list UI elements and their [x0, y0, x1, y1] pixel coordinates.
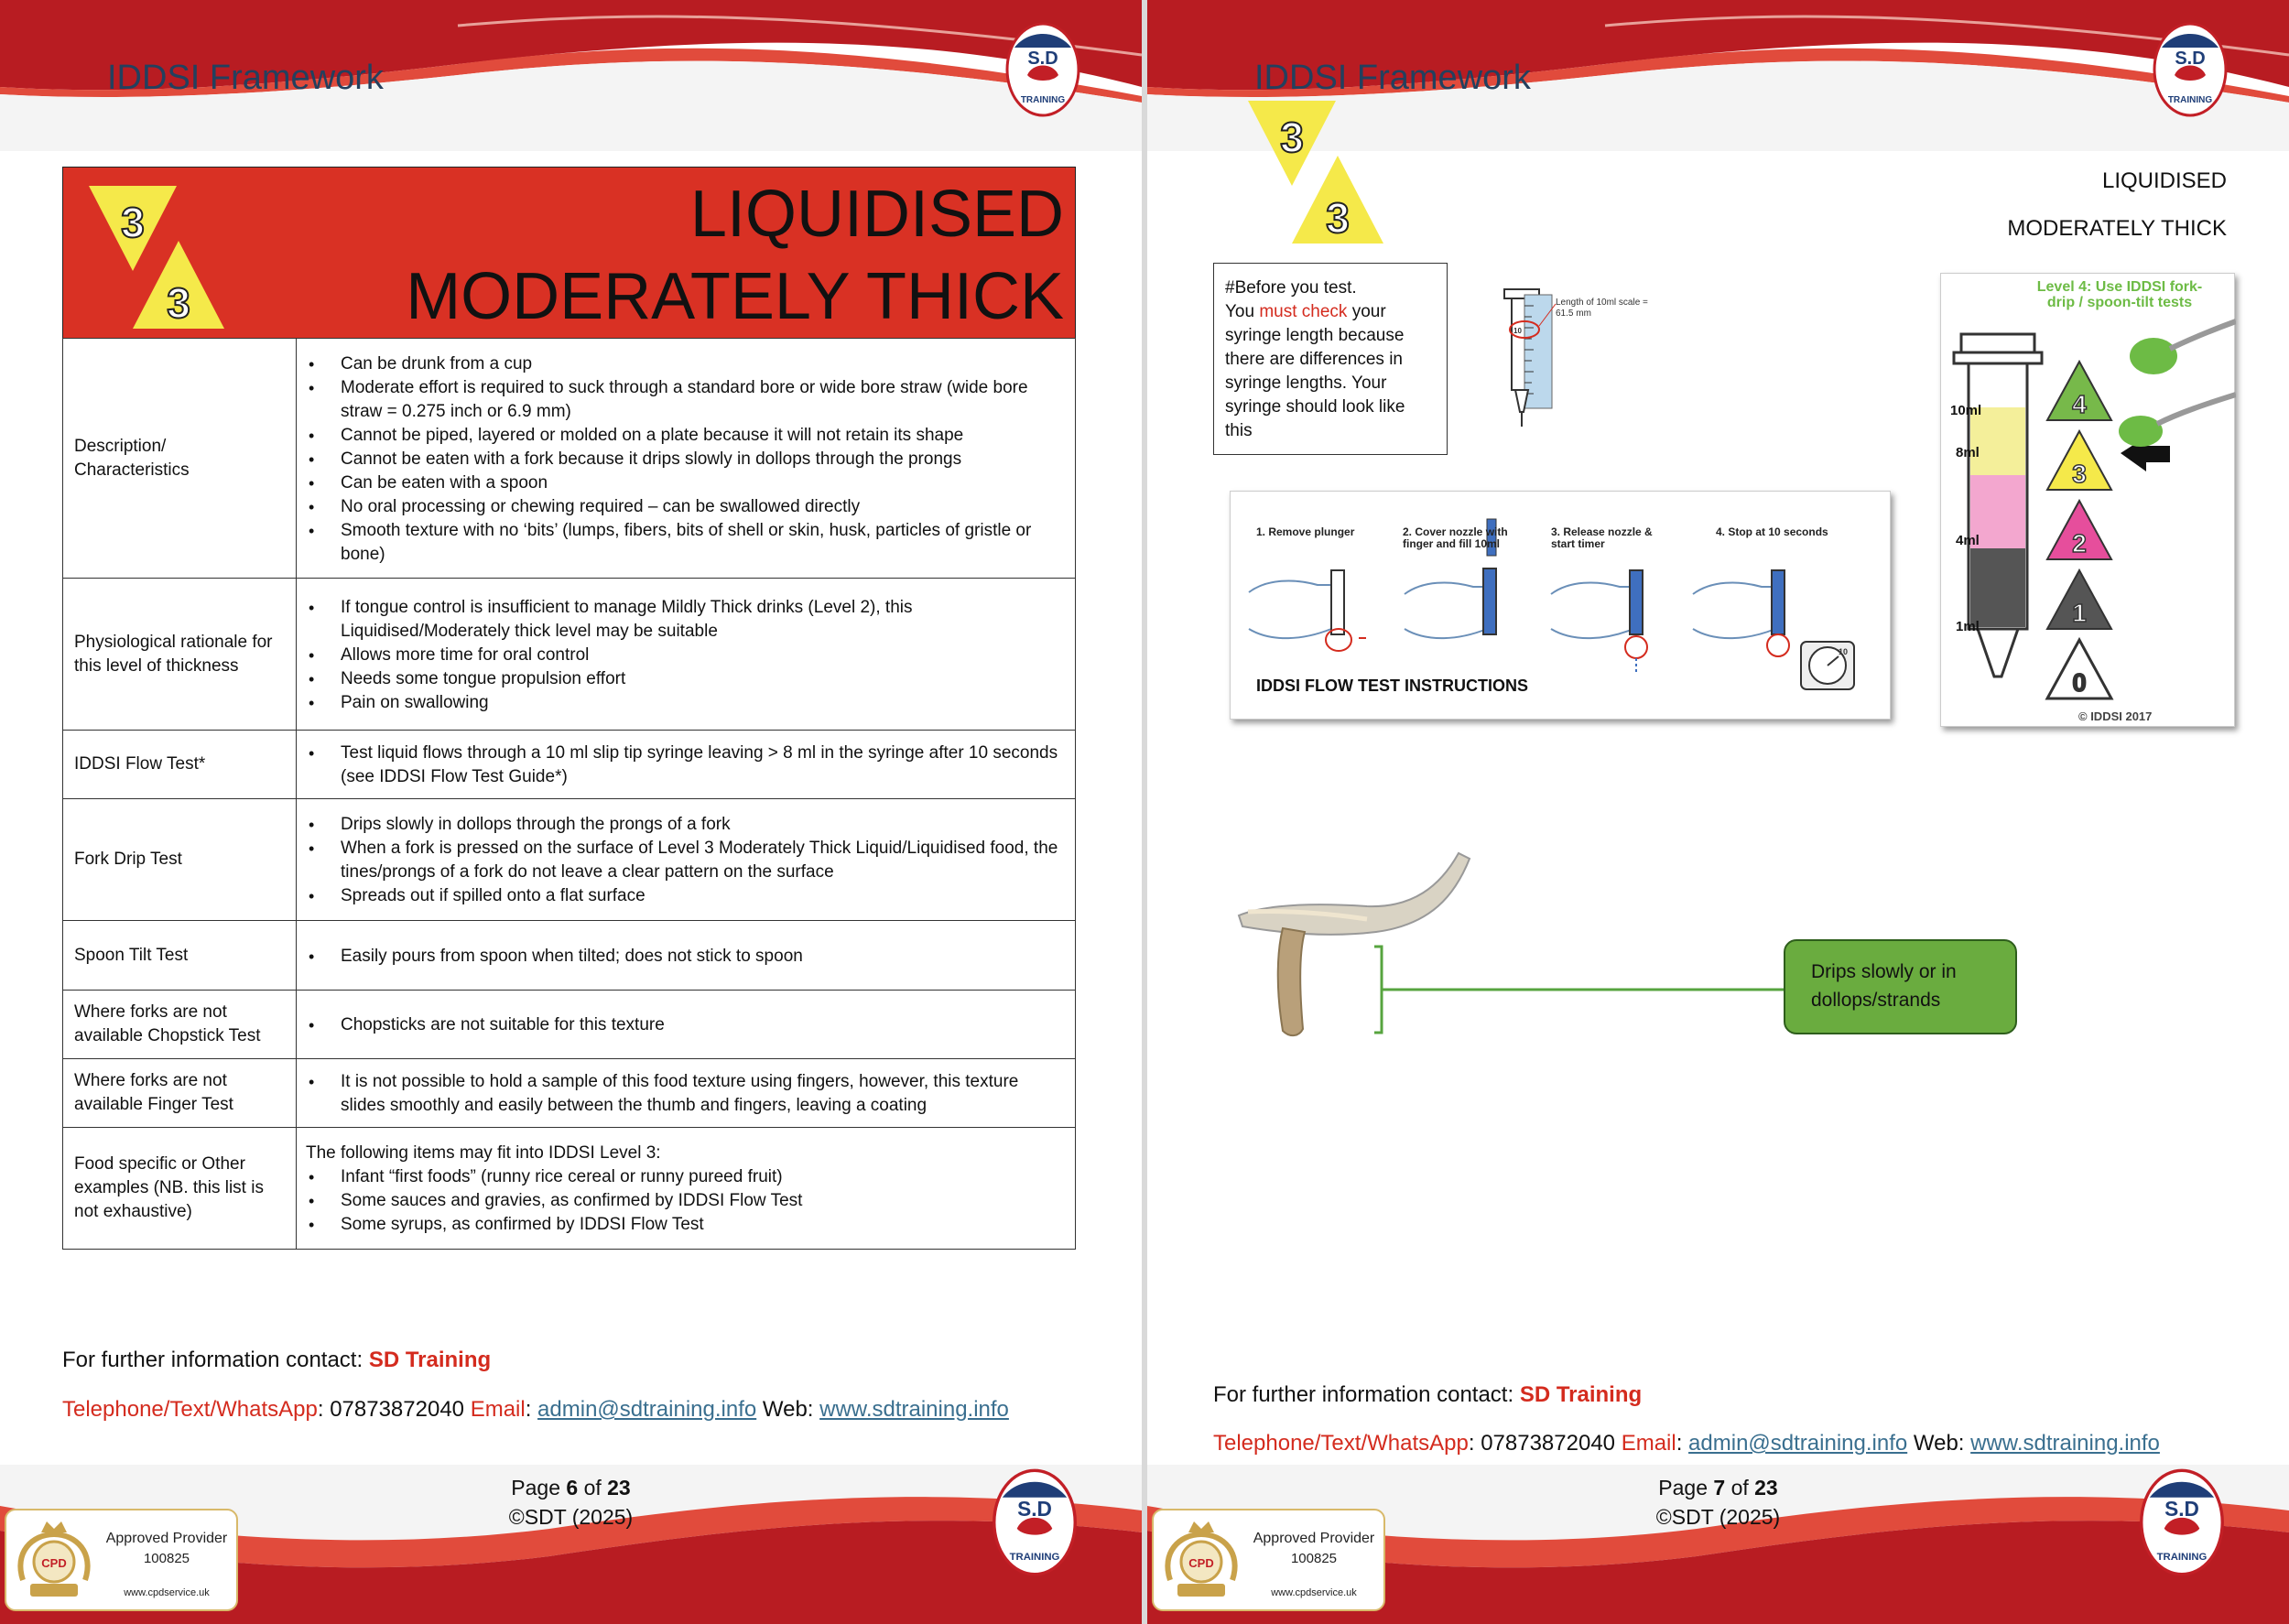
sd-training-logo [2138, 1468, 2226, 1576]
svg-text:TRAINING: TRAINING [2167, 95, 2213, 105]
row-label: Physiological rationale for this level of thickness [63, 579, 297, 731]
list-item: • If tongue control is insufficient to manage Mildly Thick drinks (Level 2), this Liquidised/Moderately thick level may be suitable [306, 596, 1064, 644]
list-item: • Infant “first foods” (runny rice cereal or runny pureed fruit) [306, 1165, 1064, 1189]
hand-step-4 [1693, 570, 1854, 689]
row-intro: The following items may fit into IDDSI Level 3: [306, 1143, 661, 1163]
svg-text:10: 10 [1839, 647, 1849, 656]
contact-name: SD Training [368, 1348, 492, 1372]
row-label: Spoon Tilt Test [63, 921, 297, 991]
cpd-badge: CPD Approved Provider 100825 www.cpdservice.uk [1152, 1509, 1385, 1611]
svg-text:3: 3 [167, 279, 190, 327]
svg-text:TRAINING: TRAINING [1020, 95, 1066, 105]
phone-number: 07873872040 [330, 1397, 465, 1422]
svg-text:3: 3 [121, 199, 145, 246]
row-label: Where forks are not available Finger Test [63, 1059, 297, 1128]
fork-drip-illustration [1230, 850, 1797, 1042]
list-item: • Cannot be eaten with a fork because it drips slowly in dollops through the prongs [306, 448, 1064, 471]
list-item: • Some sauces and gravies, as confirmed by IDDSI Flow Test [306, 1189, 1064, 1213]
banner-title-line1: LIQUIDISED [689, 178, 1064, 251]
svg-text:S.D: S.D [2175, 49, 2206, 69]
contact-details: Telephone/Text/WhatsApp: 07873872040 Email: admin@sdtraining.info Web: www.sdtraining.info [62, 1397, 1009, 1422]
list-item: • Chopsticks are not suitable for this texture [306, 1013, 1064, 1037]
list-item: • Can be eaten with a spoon [306, 471, 1064, 495]
syringe-caption: Length of 10ml scale = 61.5 mm [1556, 298, 1648, 319]
table-row [63, 339, 1076, 579]
svg-text:4ml: 4ml [1956, 533, 1980, 548]
sd-training-logo [2153, 22, 2228, 117]
svg-text:0: 0 [2072, 668, 2087, 697]
svg-text:1: 1 [2072, 599, 2087, 627]
page-7 [1147, 0, 2289, 1624]
web-link[interactable]: www.sdtraining.info [819, 1397, 1009, 1422]
svg-text:S.D: S.D [1027, 49, 1058, 69]
contact-line: For further information contact: SD Training [62, 1348, 492, 1372]
sd-training-logo [991, 1468, 1079, 1576]
page-number: Page 7 of 23 [1658, 1476, 1778, 1499]
hand-step-3 [1551, 570, 1647, 675]
flow-test-instructions [1230, 491, 1891, 720]
list-item: • When a fork is pressed on the surface of Level 3 Moderately Thick Liquid/Liquidised food, the tines/prongs of a fork do not leave a clear pattern on the surface [306, 837, 1064, 884]
phone-number: 07873872040 [1481, 1431, 1616, 1456]
level-3-triangles-icon [87, 184, 224, 330]
contact-line: For further information contact: SD Training [1213, 1382, 1643, 1407]
hand-step-1 [1249, 570, 1366, 651]
level-card-copyright: © IDDSI 2017 [2078, 709, 2153, 723]
cpd-badge: CPD Approved Provider 100825 www.cpdservice.uk [5, 1509, 238, 1611]
syringe-note: #Before you test. You must check your syringe length because there are differences in syringe lengths. Your syringe should look like this [1213, 263, 1448, 455]
level-3-triangles-icon [1246, 99, 1383, 245]
flow-test-title: IDDSI FLOW TEST INSTRUCTIONS [1256, 677, 1528, 695]
list-item: • No oral processing or chewing required – can be swallowed directly [306, 495, 1064, 519]
list-item: • Spreads out if spilled onto a flat surface [306, 884, 1064, 908]
drip-label: Drips slowly or in dollops/strands [1784, 939, 2017, 1034]
table-row [63, 799, 1076, 921]
list-item: • Test liquid flows through a 10 ml slip tip syringe leaving > 8 ml in the syringe after 10 seconds (see IDDSI Flow Test Guide*) [306, 742, 1064, 789]
page-copyright: ©SDT (2025) [1655, 1505, 1781, 1529]
email-link[interactable]: admin@sdtraining.info [537, 1397, 757, 1422]
page-6 [0, 0, 1142, 1624]
svg-text:2: 2 [2072, 529, 2087, 558]
contact-name: SD Training [1519, 1382, 1643, 1407]
page-copyright: ©SDT (2025) [508, 1505, 634, 1529]
list-item: • Easily pours from spoon when tilted; does not stick to spoon [306, 945, 1064, 969]
list-item: • Allows more time for oral control [306, 644, 1064, 667]
svg-text:3: 3 [1326, 194, 1350, 242]
banner-title-line2: MODERATELY THICK [406, 260, 1064, 333]
svg-text:CPD: CPD [1188, 1556, 1214, 1570]
contact-details: Telephone/Text/WhatsApp: 07873872040 Email: admin@sdtraining.info Web: www.sdtraining.info [1213, 1431, 2160, 1456]
table-row [63, 731, 1076, 799]
svg-text:1ml: 1ml [1956, 619, 1980, 634]
table-row [63, 1128, 1076, 1250]
row-label: Food specific or Other examples (NB. this list is not exhaustive) [63, 1128, 297, 1250]
list-item: • Needs some tongue propulsion effort [306, 667, 1064, 691]
flow-step-2: 2. Cover nozzle with finger and fill 10ml [1403, 525, 1508, 550]
svg-text:8ml: 8ml [1956, 445, 1980, 460]
web-link[interactable]: www.sdtraining.info [1970, 1431, 2160, 1456]
row-label: IDDSI Flow Test* [63, 731, 297, 799]
cpd-seal-icon [1161, 1516, 1242, 1604]
list-item: • Can be drunk from a cup [306, 352, 1064, 376]
flow-step-3: 3. Release nozzle & start timer [1551, 525, 1653, 550]
header-title: IDDSI Framework [107, 59, 384, 97]
svg-text:10: 10 [1513, 327, 1522, 335]
svg-text:3: 3 [2072, 460, 2087, 488]
svg-text:4: 4 [2072, 390, 2087, 418]
list-item: • Smooth texture with no ‘bits’ (lumps, fibers, bits of shell or skin, husk, particles of gristle or bone) [306, 519, 1064, 567]
list-item: • Drips slowly in dollops through the prongs of a fork [306, 813, 1064, 837]
flow-step-4: 4. Stop at 10 seconds [1716, 525, 1828, 538]
subtitle-liquidised: LIQUIDISED [2101, 168, 2227, 193]
row-label: Fork Drip Test [63, 799, 297, 921]
svg-text:10ml: 10ml [1950, 403, 1982, 418]
svg-text:TRAINING: TRAINING [1009, 1551, 1060, 1563]
level-syringe-illustration [1941, 274, 2236, 728]
header-title: IDDSI Framework [1254, 59, 1531, 97]
table-row [63, 1059, 1076, 1128]
row-label: Description/ Characteristics [63, 339, 297, 579]
list-item: • It is not possible to hold a sample of this food texture using fingers, however, this texture slides smoothly and easily between the thumb and fingers, leaving a coating [306, 1070, 1064, 1118]
list-item: • Pain on swallowing [306, 691, 1064, 715]
list-item: • Moderate effort is required to suck through a standard bore or wide bore straw (wide bore straw = 0.275 inch or 6.9 mm) [306, 376, 1064, 424]
email-link[interactable]: admin@sdtraining.info [1688, 1431, 1908, 1456]
level-3-spec-table [62, 338, 1076, 1250]
list-item: • Cannot be piped, layered or molded on a plate because it will not retain its shape [306, 424, 1064, 448]
level-banner [62, 167, 1076, 339]
svg-text:CPD: CPD [41, 1556, 67, 1570]
table-row [63, 579, 1076, 731]
flow-step-1: 1. Remove plunger [1256, 525, 1355, 538]
sd-training-logo [1005, 22, 1080, 117]
svg-text:TRAINING: TRAINING [2156, 1551, 2208, 1563]
list-item: • Some syrups, as confirmed by IDDSI Flow Test [306, 1213, 1064, 1237]
subtitle-moderately-thick: MODERATELY THICK [2007, 216, 2227, 241]
table-row [63, 921, 1076, 991]
page-number: Page 6 of 23 [511, 1476, 631, 1499]
iddsi-level-chart [1940, 273, 2235, 727]
svg-text:S.D: S.D [2164, 1497, 2199, 1521]
svg-text:3: 3 [1280, 114, 1304, 161]
row-label: Where forks are not available Chopstick Test [63, 991, 297, 1059]
level-card-heading: Level 4: Use IDDSI fork-drip / spoon-tilt tests [2036, 279, 2203, 310]
table-row [63, 991, 1076, 1059]
cpd-seal-icon [14, 1516, 94, 1604]
svg-text:S.D: S.D [1017, 1497, 1052, 1521]
